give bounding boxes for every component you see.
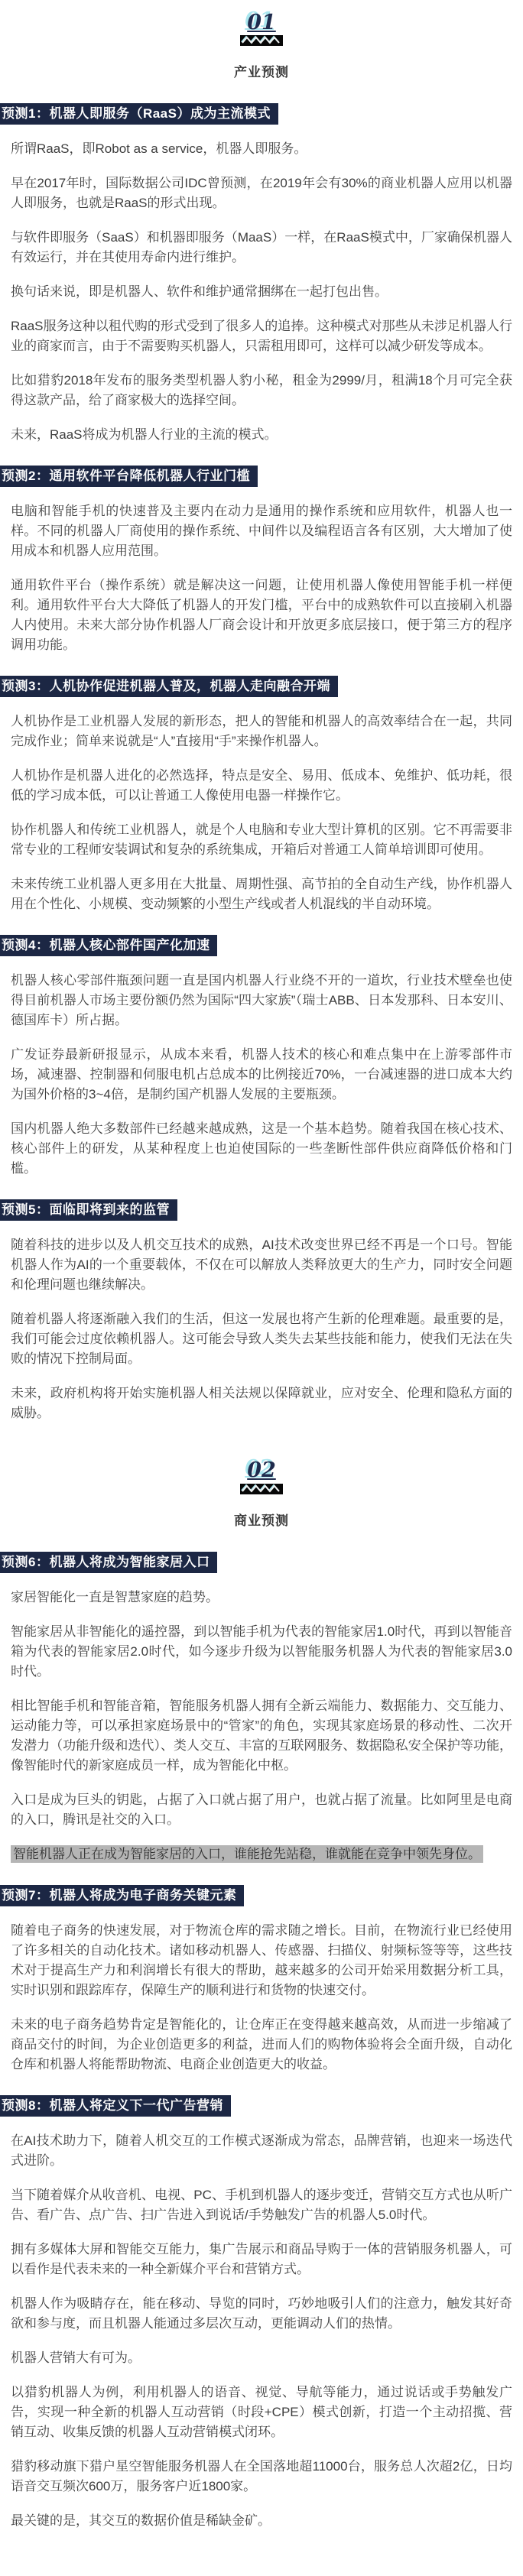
paragraph: 机器人作为吸睛存在，能在移动、导览的同时，巧妙地吸引人们的注意力，触发其好奇欲和参与度，而且机器人能通过多层次互动，更能调动人们的热情。 bbox=[11, 2295, 512, 2331]
paragraph: RaaS服务这种以租代购的形式受到了很多人的追捧。这种模式对那些从未涉足机器人行业的商家而言，由于不需要购买机器人，只需租用即可，这样可以减少研发等成本。 bbox=[11, 319, 512, 354]
paragraph: 机器人核心零部件瓶颈问题一直是国内机器人行业绕不开的一道坎，行业技术壁垒也使得目前机器人市场主要份额仍然为国际“四大家族”（瑞士ABB、日本发那科、日本安川、德国库卡）所占据。 bbox=[11, 973, 512, 1028]
paragraph: 所谓RaaS，即Robot as a service，机器人即服务。 bbox=[11, 141, 307, 157]
paragraph: 随着科技的进步以及人机交互技术的成熟，AI技术改变世界已经不再是一个口号。智能机器人作为AI的一个重要载体，不仅在可以解放人类释放更大的生产力，同时安全问题和伦理问题也继续解决。 bbox=[11, 1238, 512, 1293]
paragraph: 广发证券最新研报显示，从成本来看，机器人技术的核心和难点集中在上游零部件市场，减速器、控制器和伺服电机占总成本的比例接近70%，一台减速器的进口成本大约为国外价格的3~4倍，是制约国产机器人发展的主要瓶颈。 bbox=[11, 1047, 512, 1102]
paragraph: 随着电子商务的快速发展，对于物流仓库的需求随之增长。目前，在物流行业已经使用了许多相关的自动化技术。诸如移动机器人、传感器、扫描仪、射频标签等等，这些技术对于提高生产力和利润增长有很大的帮助，越来越多的公司开始采用数据分析工具，实时识别和跟踪库存，保障生产的顺利进行和货物的快速交付。 bbox=[11, 1922, 512, 1997]
paragraph: 入口是成为巨头的钥匙，占据了入口就占据了用户，也就占据了流量。比如阿里是电商的入口，腾讯是社交的入口。 bbox=[11, 1792, 512, 1827]
prediction-heading: 预测1：机器人即服务（RaaS）成为主流模式 bbox=[0, 103, 278, 125]
paragraph: 通用软件平台（操作系统）就是解决这一问题，让使用机器人像使用智能手机一样便利。通用软件平台大大降低了机器人的开发门槛，平台中的成熟软件可以直接刷入机器人内使用。未来大部分协作机器人厂商会设计和开放更多底层接口，便于第三方的程序调用功能。 bbox=[11, 578, 512, 653]
section-number: 02 bbox=[247, 1458, 276, 1483]
paragraph: 比如猎豹2018年发布的服务类型机器人豹小秘，租金为2999/月，租满18个月可完全获得这款产品，给了商家极大的选择空间。 bbox=[11, 373, 512, 408]
highlighted-paragraph bbox=[11, 1844, 512, 1864]
section-title: 产业预测 bbox=[234, 65, 289, 80]
paragraph: 猎豹移动旗下猎户星空智能服务机器人在全国落地超11000台，服务总人次超2亿，日均语音交互频次600万，服务客户近1800家。 bbox=[11, 2458, 512, 2493]
paragraph: 相比智能手机和智能音箱，智能服务机器人拥有全新云端能力、数据能力、交互能力、运动能力等，可以承担家庭场景中的“管家”的角色，实现其家庭场景的移动性、二次开发潜力（功能升级和迭代）、类人交互、丰富的互联网服务、数据隐私安全保护等功能，像智能时代的新家庭成员一样，成为智能化中枢。 bbox=[11, 1698, 512, 1773]
section-number: 01 bbox=[247, 11, 276, 34]
paragraph: 未来传统工业机器人更多用在大批量、周期性强、高节拍的全自动生产线，协作机器人用在个性化、小规模、变动频繁的小型生产线或者人机混线的半自动环境。 bbox=[11, 877, 512, 912]
section-head bbox=[11, 12, 512, 80]
paragraph: 协作机器人和传统工业机器人，就是个人电脑和专业大型计算机的区别。它不再需要非常专业的工程师安装调试和复杂的系统集成，开箱后对普通工人简单培训即可使用。 bbox=[11, 822, 512, 858]
prediction-heading: 预测6：机器人将成为智能家居入口 bbox=[0, 1552, 217, 1573]
paragraph: 电脑和智能手机的快速普及主要内在动力是通用的操作系统和应用软件，机器人也一样。不同的机器人厂商使用的操作系统、中间件以及编程语言各有区别，大大增加了使用成本和机器人应用范围。 bbox=[11, 504, 512, 559]
prediction-heading: 预测8：机器人将定义下一代广告营销 bbox=[0, 2095, 231, 2117]
section-title: 商业预测 bbox=[234, 1513, 289, 1528]
paragraph: 人机协作是机器人进化的必然选择，特点是安全、易用、低成本、免维护、低功耗，很低的学习成本低，可以让普通工人像使用电器一样操作它。 bbox=[11, 768, 512, 803]
paragraph: 早在2017年时，国际数据公司IDC曾预测，在2019年会有30%的商业机器人应用以机器人即服务，也就是RaaS的形式出现。 bbox=[11, 176, 512, 211]
paragraph: 随着机器人将逐渐融入我们的生活，但这一发展也将产生新的伦理难题。最重要的是，我们可能会过度依赖机器人。这可能会导致人类失去某些技能和能力，使我们无法在失败的情况下控制局面。 bbox=[11, 1312, 512, 1367]
paragraph: 当下随着媒介从收音机、电视、PC、手机到机器人的逐步变迁，营销交互方式也从听广告、看广告、点广告、扫广告进入到说话/手势触发广告的机器人5.0时代。 bbox=[11, 2187, 512, 2222]
paragraph: 最关键的是，其交互的数据价值是稀缺金矿。 bbox=[11, 2513, 271, 2528]
prediction-heading: 预测2：通用软件平台降低机器人行业门槛 bbox=[0, 466, 258, 487]
paragraph: 以猎豹机器人为例，利用机器人的语音、视觉、导航等能力，通过说话或手势触发广告，实现一种全新的机器人互动营销（时段+CPE）模式创新，打造一个主动招揽、营销互动、收集反馈的机器人互动营销模式闭环。 bbox=[11, 2384, 512, 2439]
paragraph: 人机协作是工业机器人发展的新形态，把人的智能和机器人的高效率结合在一起，共同完成作业；简单来说就是“人”直接用“手”来操作机器人。 bbox=[11, 714, 512, 749]
prediction-heading: 预测5：面临即将到来的监管 bbox=[0, 1199, 177, 1221]
section-head bbox=[11, 1460, 512, 1528]
zigzag-wave-icon bbox=[11, 1484, 512, 1497]
paragraph: 未来，政府机构将开始实施机器人相关法规以保障就业，应对安全、伦理和隐私方面的威胁。 bbox=[11, 1386, 512, 1421]
zigzag-wave-icon bbox=[11, 35, 512, 49]
paragraph: 未来，RaaS将成为机器人行业的主流的模式。 bbox=[11, 427, 278, 443]
paragraph: 拥有多媒体大屏和智能交互能力，集广告展示和商品导购于一体的营销服务机器人，可以看作是代表未来的一种全新媒介平台和营销方式。 bbox=[11, 2241, 512, 2276]
prediction-heading: 预测4：机器人核心部件国产化加速 bbox=[0, 935, 217, 956]
paragraph: 家居智能化一直是智慧家庭的趋势。 bbox=[11, 1589, 219, 1604]
paragraph: 国内机器人绝大多数部件已经越来越成熟，这是一个基本趋势。随着我国在核心技术、核心部件上的研发，从某种程度上也迫使国际的一些垄断性部件供应商降低价格和门槛。 bbox=[11, 1121, 512, 1176]
paragraph: 机器人营销大有可为。 bbox=[11, 2350, 141, 2365]
highlight-text: 智能机器人正在成为智能家居的入口，谁能抢先站稳，谁就能在竞争中领先身位。 bbox=[11, 1845, 483, 1863]
paragraph: 与软件即服务（SaaS）和机器即服务（MaaS）一样，在RaaS模式中，厂家确保机器人有效运行，并在其使用寿命内进行维护。 bbox=[11, 230, 512, 265]
paragraph: 未来的电子商务趋势肯定是智能化的，让仓库正在变得越来越高效，从而进一步缩减了商品交付的时间，为企业创造更多的利益，进而人们的购物体验将会全面升级，自动化仓库和机器人将能帮助物流、电商企业创造更大的收益。 bbox=[11, 2016, 512, 2072]
prediction-heading: 预测3：人机协作促进机器人普及，机器人走向融合开端 bbox=[0, 676, 338, 697]
paragraph: 智能家居从非智能化的遥控器，到以智能手机为代表的智能家居1.0时代，再到以智能音箱为代表的智能家居2.0时代，如今逐步升级为以智能服务机器人为代表的智能家居3.0时代。 bbox=[11, 1624, 512, 1679]
paragraph: 在AI技术助力下，随着人机交互的工作模式逐渐成为常态，品牌营销，也迎来一场迭代式进阶。 bbox=[11, 2133, 512, 2168]
prediction-heading: 预测7：机器人将成为电子商务关键元素 bbox=[0, 1885, 244, 1906]
paragraph: 换句话来说，即是机器人、软件和维护通常捆绑在一起打包出售。 bbox=[11, 284, 388, 300]
